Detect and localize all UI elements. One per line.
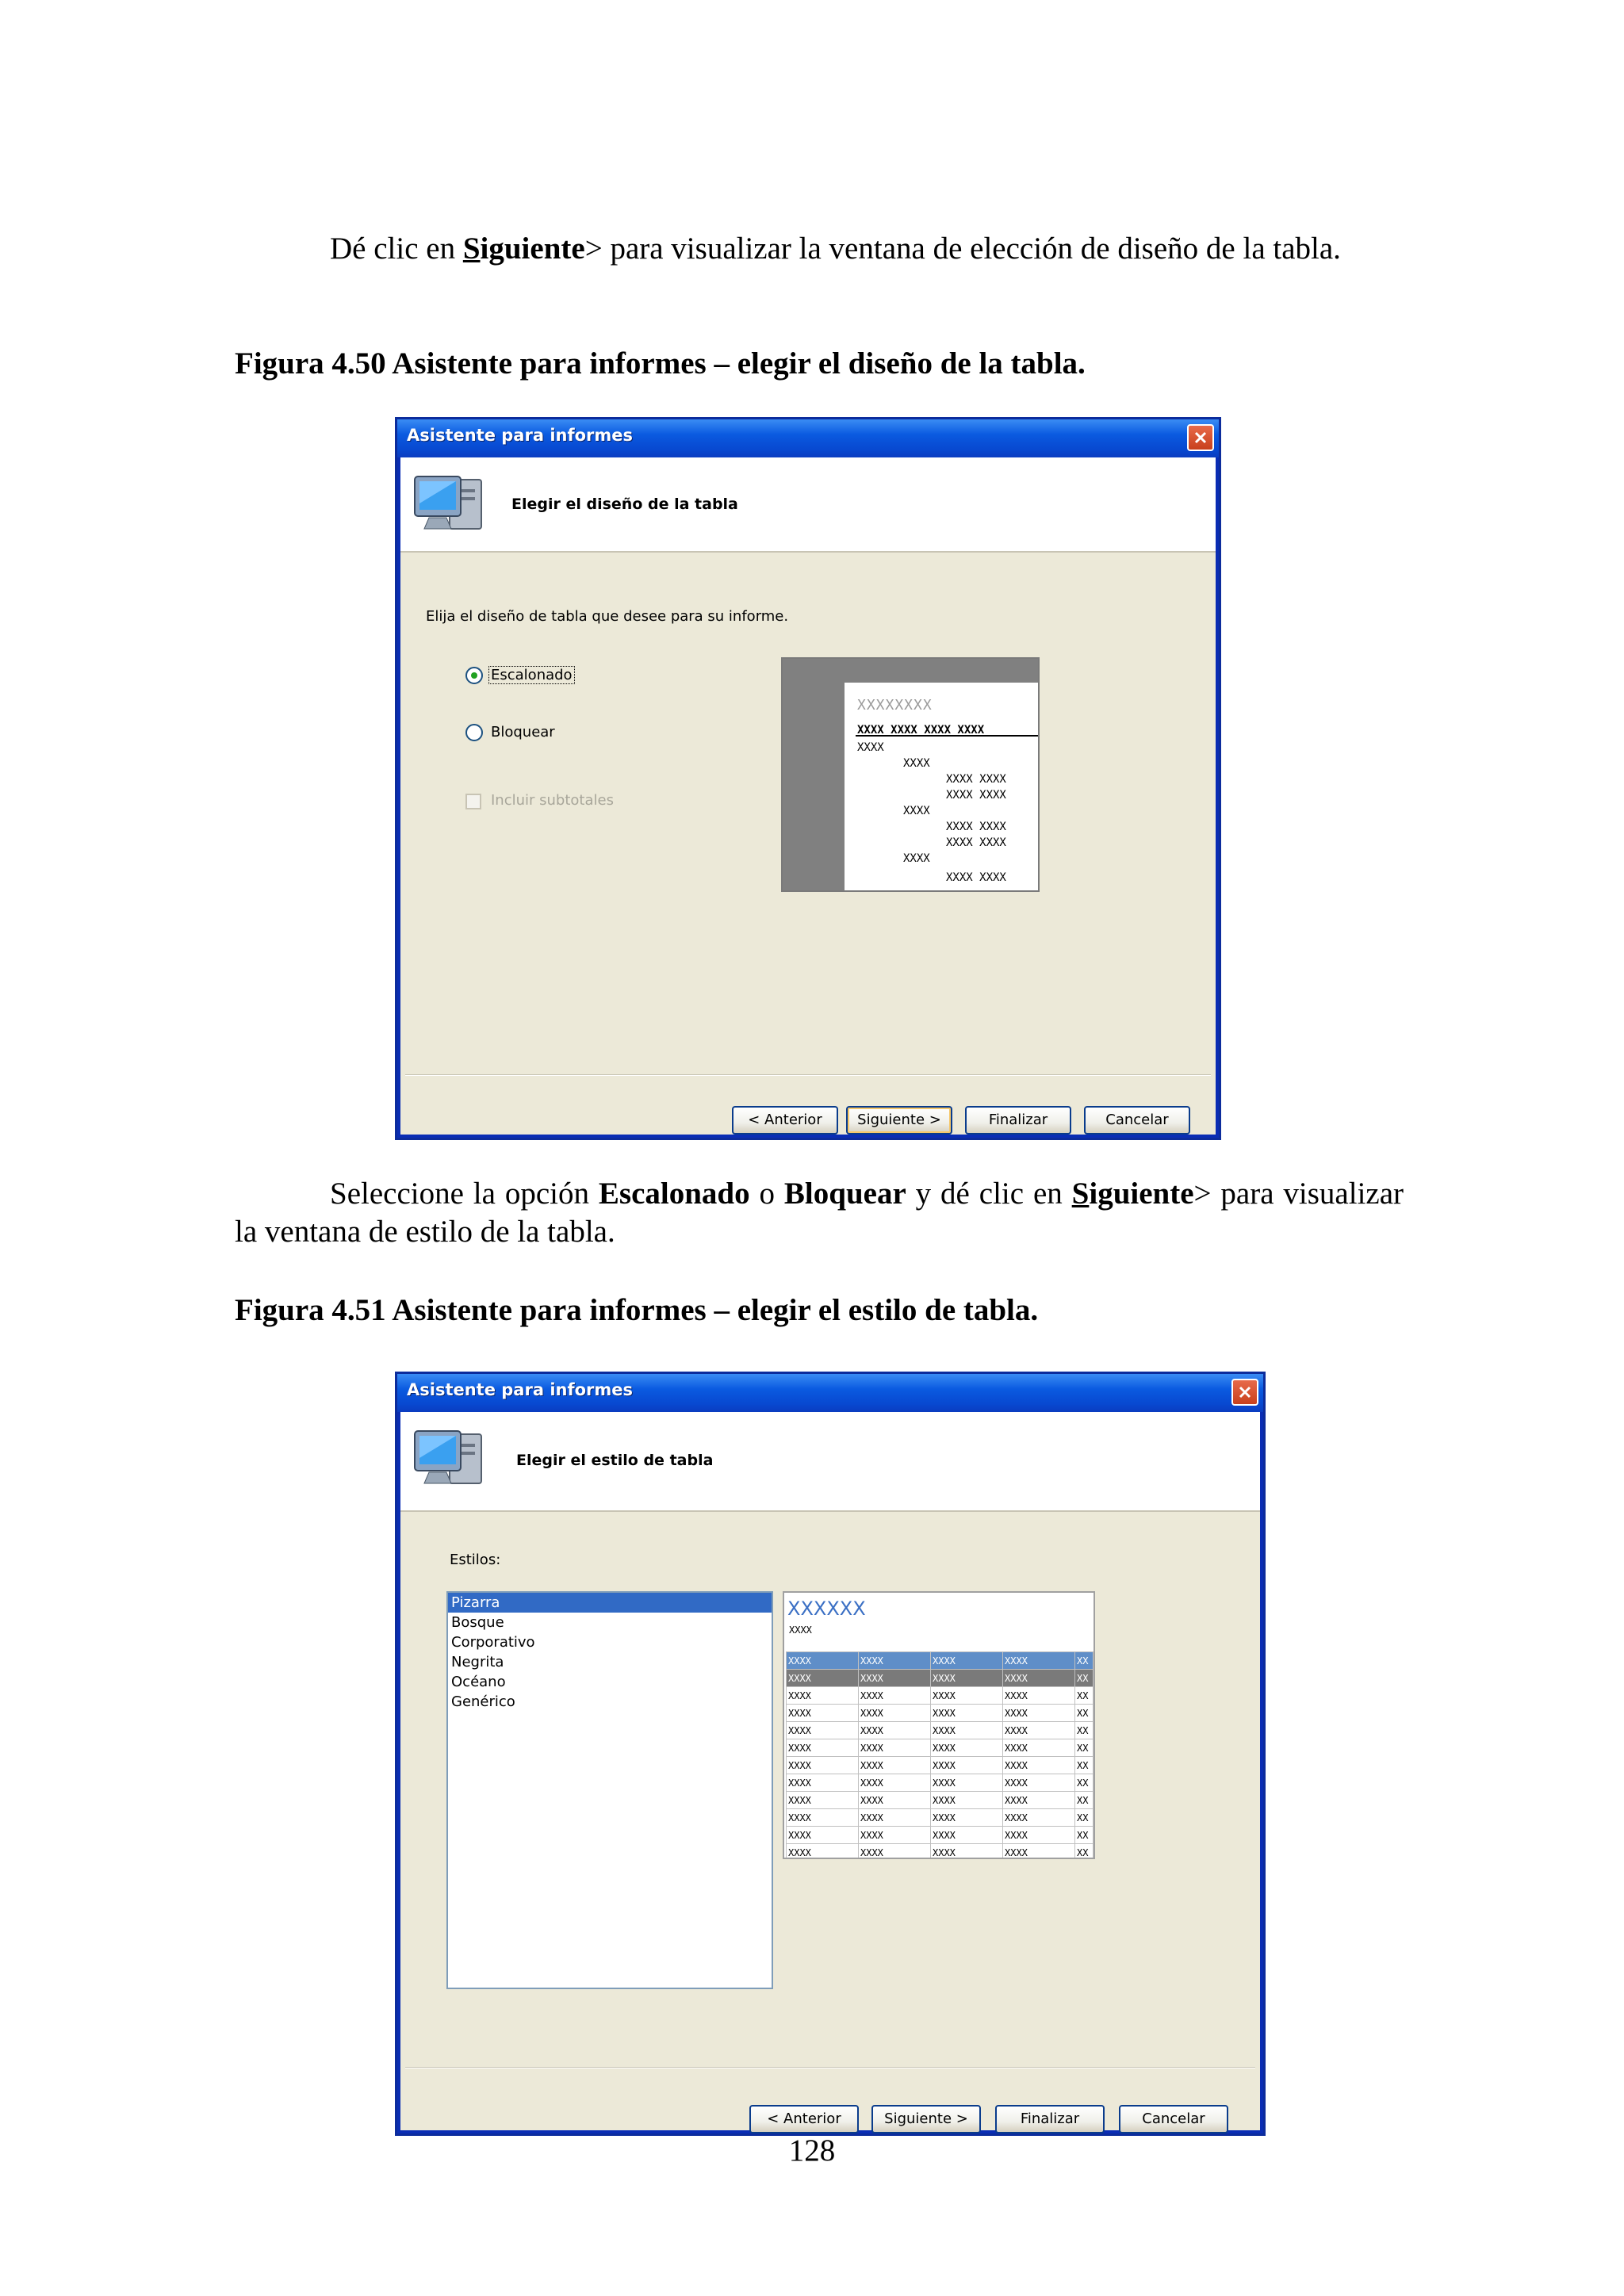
preview-line: XXXX XXXX — [946, 836, 1006, 849]
close-icon[interactable] — [1231, 1379, 1258, 1406]
radio-block-label[interactable]: Bloquear — [491, 724, 555, 740]
title-bar — [397, 1374, 1263, 1412]
preview-table-cell: XXXX — [859, 1739, 931, 1757]
text: > para visualizar la ventana de estilo de la tabla. — [235, 1177, 1404, 1249]
preview-title: XXXXXXXX — [857, 697, 933, 714]
styles-listbox[interactable] — [446, 1591, 773, 1989]
preview-table-cell: XX — [1075, 1652, 1094, 1670]
radio-staggered[interactable] — [465, 667, 483, 684]
preview-table-cell: XX — [1075, 1739, 1094, 1757]
preview-table-cell: XXXX — [859, 1757, 931, 1774]
preview-table-cell: XXXX — [859, 1827, 931, 1844]
preview-table-cell: XXXX — [1003, 1809, 1075, 1827]
preview-table-cell: XX — [1075, 1687, 1094, 1705]
preview-title: XXXXXX — [787, 1598, 866, 1620]
preview-line: XXXX XXXX — [946, 871, 1006, 884]
preview-table-cell: XXXX — [1003, 1844, 1075, 1860]
preview-table-row — [787, 1809, 1094, 1827]
keyword: iguiente — [480, 232, 585, 266]
radio-block[interactable] — [465, 724, 483, 741]
preview-table-cell: XXXX — [859, 1792, 931, 1809]
preview-table-cell: XX — [1075, 1757, 1094, 1774]
paragraph-intro — [235, 230, 1404, 268]
preview-table — [786, 1651, 1094, 1859]
page-number: 128 — [788, 2133, 836, 2168]
cancel-button[interactable]: Cancelar — [1084, 1106, 1190, 1135]
preview-table-cell: XX — [1075, 1774, 1094, 1792]
wizard-header — [400, 1412, 1260, 1512]
preview-table-cell: XX — [1075, 1844, 1094, 1860]
finish-button[interactable]: Finalizar — [995, 2105, 1105, 2133]
preview-line: XXXX — [903, 757, 930, 770]
preview-table-cell: XXXX — [787, 1722, 859, 1739]
preview-table-cell: XXXX — [1003, 1774, 1075, 1792]
preview-table-row — [787, 1739, 1094, 1757]
next-button[interactable]: Siguiente > — [846, 1106, 952, 1135]
back-button[interactable]: < Anterior — [749, 2105, 859, 2133]
preview-table-cell: XXXX — [1003, 1827, 1075, 1844]
preview-line: XXXX XXXX — [946, 821, 1006, 833]
preview-table-cell: XXXX — [859, 1844, 931, 1860]
paragraph-select-option — [235, 1175, 1404, 1251]
list-item[interactable]: Océano — [451, 1674, 506, 1690]
report-wizard-window-style — [395, 1372, 1266, 2136]
preview-table-cell: XXXX — [787, 1652, 859, 1670]
preview-table-cell: XXXX — [787, 1705, 859, 1722]
close-icon[interactable] — [1187, 424, 1214, 451]
list-item[interactable]: Corporativo — [451, 1634, 535, 1651]
preview-table-cell: XXXX — [787, 1827, 859, 1844]
wizard-header — [400, 457, 1216, 553]
preview-table-cell: XXXX — [931, 1670, 1003, 1687]
preview-table-row — [787, 1722, 1094, 1739]
preview-table-cell: XXXX — [931, 1809, 1003, 1827]
preview-table-cell: XXXX — [1003, 1687, 1075, 1705]
button-separator — [405, 2067, 1255, 2068]
preview-table-cell: XXXX — [931, 1757, 1003, 1774]
preview-table-row — [787, 1670, 1094, 1687]
preview-table-cell: XXXX — [931, 1792, 1003, 1809]
preview-line: XXXX — [903, 805, 930, 817]
preview-subtitle: XXXX — [789, 1624, 812, 1636]
list-item[interactable]: Negrita — [451, 1654, 504, 1670]
preview-line: XXXX — [903, 852, 930, 865]
header-title: Elegir el estilo de tabla — [516, 1452, 714, 1469]
preview-table-row — [787, 1827, 1094, 1844]
preview-table-row — [787, 1774, 1094, 1792]
preview-table-cell: XXXX — [931, 1652, 1003, 1670]
preview-table-cell: XXXX — [931, 1827, 1003, 1844]
accelerator-letter: S — [1071, 1177, 1090, 1211]
list-item[interactable]: Bosque — [451, 1614, 504, 1631]
figure-caption-4-50: Figura 4.50 Asistente para informes – elegir el diseño de la tabla. — [235, 346, 1086, 381]
preview-table-cell: XXXX — [1003, 1792, 1075, 1809]
preview-table-cell: XXXX — [931, 1844, 1003, 1860]
preview-header-row: XXXX XXXX XXXX XXXX — [857, 724, 985, 737]
preview-table-cell: XXXX — [787, 1792, 859, 1809]
preview-table-cell: XXXX — [931, 1774, 1003, 1792]
preview-table-cell: XXXX — [931, 1705, 1003, 1722]
back-button[interactable]: < Anterior — [732, 1106, 838, 1135]
checkbox-subtotals-label: Incluir subtotales — [491, 792, 614, 809]
preview-table-row — [787, 1792, 1094, 1809]
preview-table-cell: XXXX — [931, 1722, 1003, 1739]
checkbox-subtotals — [465, 794, 481, 809]
preview-table-cell: XXXX — [859, 1809, 931, 1827]
preview-page — [845, 683, 1040, 892]
prompt-text: Elija el diseño de tabla que desee para su informe. — [426, 608, 789, 625]
styles-label: Estilos: — [450, 1552, 501, 1568]
preview-table-row — [787, 1844, 1094, 1860]
preview-table-cell: XXXX — [787, 1844, 859, 1860]
preview-table-cell: XXXX — [859, 1670, 931, 1687]
preview-table-cell: XX — [1075, 1670, 1094, 1687]
text: o — [749, 1177, 784, 1211]
window-title: Asistente para informes — [407, 426, 634, 445]
preview-table-cell: XXXX — [931, 1687, 1003, 1705]
title-bar — [397, 419, 1219, 457]
computer-icon — [412, 1426, 491, 1496]
preview-line: XXXX XXXX — [946, 789, 1006, 802]
button-separator — [405, 1074, 1211, 1076]
window-title: Asistente para informes — [407, 1380, 634, 1399]
text: Seleccione la opción — [330, 1177, 599, 1211]
preview-table-cell: XXXX — [859, 1705, 931, 1722]
keyword: Bloquear — [783, 1177, 906, 1211]
preview-table-cell: XXXX — [1003, 1705, 1075, 1722]
preview-table-cell: XXXX — [859, 1652, 931, 1670]
layout-preview — [781, 657, 1040, 892]
radio-staggered-label[interactable]: Escalonado — [491, 667, 573, 683]
preview-table-cell: XXXX — [931, 1739, 1003, 1757]
style-preview — [783, 1591, 1095, 1859]
preview-table-cell: XX — [1075, 1809, 1094, 1827]
preview-table-cell: XXXX — [859, 1774, 931, 1792]
preview-table-cell: XXXX — [1003, 1739, 1075, 1757]
keyword: Escalonado — [598, 1177, 750, 1211]
list-item[interactable]: Pizarra — [448, 1593, 772, 1613]
list-item[interactable]: Genérico — [451, 1693, 515, 1710]
preview-table-row — [787, 1757, 1094, 1774]
next-button[interactable]: Siguiente > — [871, 2105, 981, 2133]
header-title: Elegir el diseño de la tabla — [511, 496, 738, 513]
preview-table-cell: XXXX — [859, 1687, 931, 1705]
computer-icon — [412, 472, 491, 541]
preview-line: XXXX XXXX — [946, 773, 1006, 786]
text: Dé clic en — [330, 232, 463, 266]
preview-table-cell: XX — [1075, 1792, 1094, 1809]
preview-table-row — [787, 1652, 1094, 1670]
dialog-body — [400, 457, 1216, 1135]
dialog-body — [400, 1412, 1260, 2130]
figure-caption-4-51: Figura 4.51 Asistente para informes – elegir el estilo de tabla. — [235, 1293, 1039, 1327]
cancel-button[interactable]: Cancelar — [1119, 2105, 1228, 2133]
finish-button[interactable]: Finalizar — [965, 1106, 1071, 1135]
preview-table-cell: XXXX — [787, 1774, 859, 1792]
preview-table-cell: XXXX — [787, 1739, 859, 1757]
preview-table-cell: XX — [1075, 1722, 1094, 1739]
preview-table-row — [787, 1705, 1094, 1722]
preview-table-cell: XX — [1075, 1705, 1094, 1722]
preview-table-cell: XXXX — [787, 1670, 859, 1687]
preview-table-cell: XXXX — [787, 1757, 859, 1774]
keyword: iguiente — [1089, 1177, 1194, 1211]
preview-table-cell: XXXX — [787, 1809, 859, 1827]
text: > para visualizar la ventana de elección de diseño de la tabla. — [584, 232, 1341, 266]
preview-table-cell: XXXX — [1003, 1757, 1075, 1774]
preview-table-row — [787, 1687, 1094, 1705]
preview-table-cell: XXXX — [859, 1722, 931, 1739]
text: y dé clic en — [906, 1177, 1072, 1211]
preview-line: XXXX — [857, 741, 884, 754]
preview-table-cell: XX — [1075, 1827, 1094, 1844]
preview-table-cell: XXXX — [1003, 1722, 1075, 1739]
report-wizard-window-layout — [395, 417, 1221, 1140]
preview-table-cell: XXXX — [1003, 1670, 1075, 1687]
preview-table-cell: XXXX — [787, 1687, 859, 1705]
preview-table-cell: XXXX — [1003, 1652, 1075, 1670]
accelerator-letter: S — [462, 232, 481, 266]
